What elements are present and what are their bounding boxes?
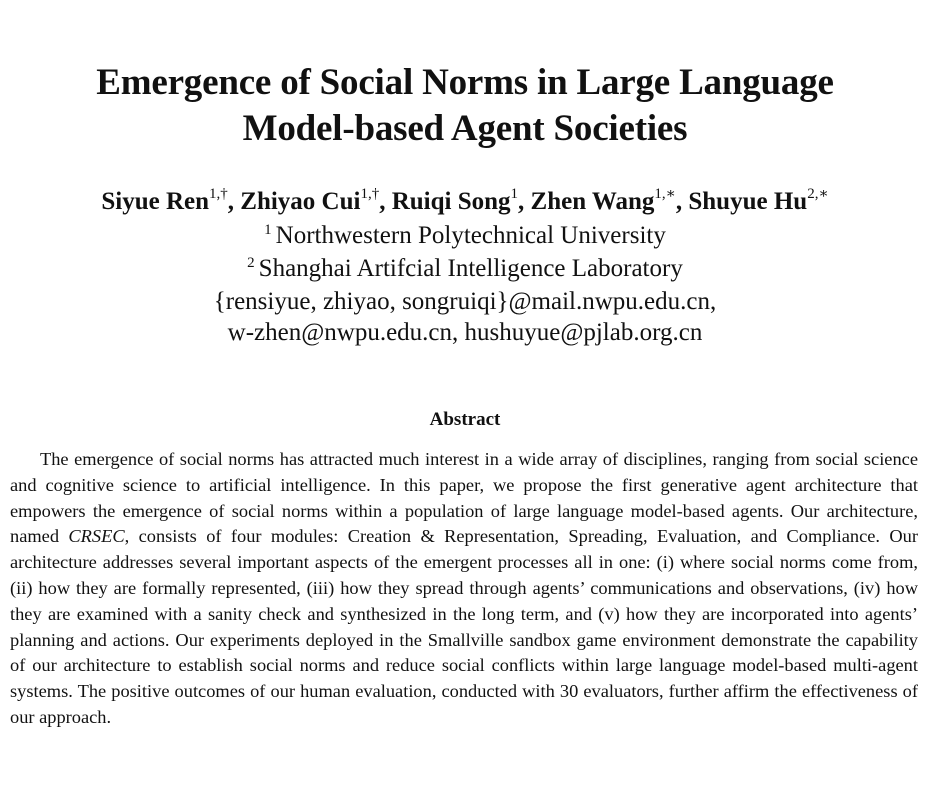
email-line-2: w-zhen@nwpu.edu.cn, hushuyue@pjlab.org.cn xyxy=(227,319,703,346)
affiliation-number: 1 xyxy=(264,221,272,238)
author-marks: 1 xyxy=(510,185,519,202)
title-line-2: Model-based Agent Societies xyxy=(242,108,688,149)
affiliation-name: Shanghai Artifcial Intelligence Laboratory xyxy=(258,255,683,282)
author-marks: 1,† xyxy=(360,185,380,202)
paper-title xyxy=(0,60,930,152)
author-list xyxy=(0,186,930,218)
author-name: Siyue Ren xyxy=(101,188,210,215)
abstract-part-1: The emergence of social norms has attracted much interest in a wide array of disciplines, ranging from social science and cognitive science to artificial intelligence. In this paper, we propose the first generative agent architecture that empowers the emergence of social norms within a population of large language model-based agents. Our architecture, named xyxy=(10,449,918,547)
author-name: Zhiyao Cui xyxy=(240,188,361,215)
author-marks: 2,∗ xyxy=(807,185,829,202)
abstract-part-2: , consists of four modules: Creation & Representation, Spreading, Evaluation, and Compliance. Our architecture addresses several important aspects of the emergent processes all in one: (i) where social norms come from, (ii) how they are formally represented, (iii) how they spread through agents’ communications and observations, (iv) how they are examined with a sanity check and synthesized in the long term, and (v) how they are incorporated into agents’ planning and actions. Our experiments deployed in the Smallville sandbox game environment demonstrate the capability of our architecture to establish social norms and reduce social conflicts within large language model-based multi-agent systems. The positive outcomes of our human evaluation, conducted with 30 evaluators, further affirm the effectiveness of our approach. xyxy=(10,526,918,727)
author-marks: 1,† xyxy=(209,185,228,202)
architecture-name: CRSEC xyxy=(68,526,125,547)
author-name: Zhen Wang xyxy=(530,188,655,215)
title-line-1: Emergence of Social Norms in Large Language xyxy=(96,62,834,103)
author-marks: 1,∗ xyxy=(654,185,676,202)
affiliation-name: Northwestern Polytechnical University xyxy=(275,222,666,249)
author-separator: , xyxy=(227,188,241,215)
author-separator: , xyxy=(675,188,689,215)
affiliation-1 xyxy=(0,221,930,251)
affiliation-number: 2 xyxy=(247,254,255,271)
author-separator: , xyxy=(518,188,531,215)
abstract-text xyxy=(10,447,918,731)
author-name: Ruiqi Song xyxy=(391,188,511,215)
author-name: Shuyue Hu xyxy=(688,188,808,215)
abstract-heading: Abstract xyxy=(429,409,501,430)
affiliation-2 xyxy=(0,254,930,284)
email-line-1: {rensiyue, zhiyao, songruiqi}@mail.nwpu.edu.cn, xyxy=(213,288,717,315)
author-separator: , xyxy=(379,188,392,215)
